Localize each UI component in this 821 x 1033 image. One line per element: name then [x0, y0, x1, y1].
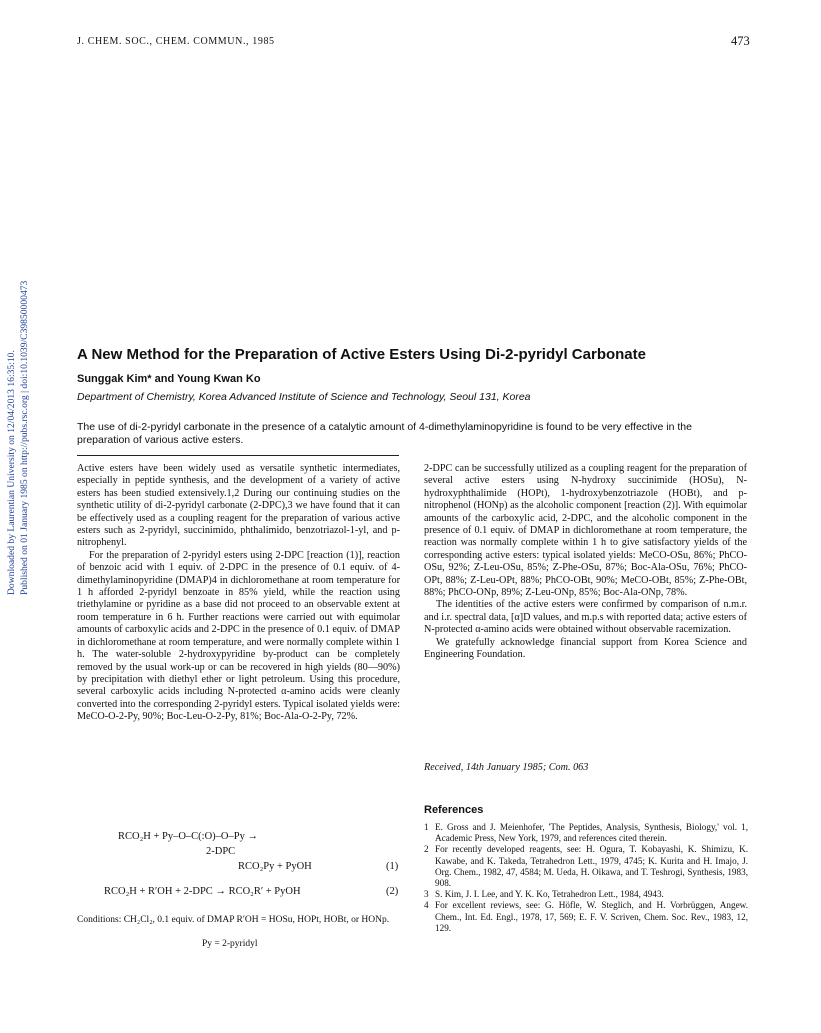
- reaction-2-number: (2): [386, 886, 399, 897]
- reaction-1-products: RCO₂Py + PyOH: [238, 861, 312, 872]
- references-list: [424, 822, 748, 934]
- body-column-left: [77, 463, 400, 724]
- reference-number: 4: [424, 900, 429, 911]
- body-paragraph: The identities of the active esters were confirmed by comparison of n.m.r. and i.r. spectral data, [α]D values, and m.p.s with reported data; active esters of N-protected α-amino acids were obtained without observable racemization.: [424, 599, 747, 636]
- received-date: Received, 14th January 1985; Com. 063: [424, 762, 589, 773]
- reference-number: 2: [424, 844, 429, 855]
- pyridyl-definition: Py = 2-pyridyl: [202, 939, 258, 949]
- reference-text: S. Kim, J. I. Lee, and Y. K. Ko, Tetrahedron Lett., 1984, 4943.: [435, 889, 664, 900]
- abstract-divider: [77, 455, 399, 456]
- article-title: A New Method for the Preparation of Active Esters Using Di-2-pyridyl Carbonate: [77, 346, 646, 363]
- body-paragraph: Active esters have been widely used as versatile synthetic intermediates, especially in peptide synthesis, and the development of a variety of active esters has been studied extensively.1,2 During our continuing studies on the synthetic utility of di-2-pyridyl carbonate (2-DPC),3 we have found that it can be effectively used as a coupling reagent for the preparation of various active esters such as 2-pyridyl, succinimido, phthalimido, benzotriazol-1-yl, and p-nitrophenyl.: [77, 463, 400, 549]
- affiliation: Department of Chemistry, Korea Advanced Institute of Science and Technology, Seoul 131, Korea: [77, 391, 531, 403]
- reference-text: E. Gross and J. Meienhofer, 'The Peptides, Analysis, Synthesis, Biology,' vol. 1, Academic Press, New York, 1979, and references cited therein.: [435, 822, 748, 844]
- download-watermark: [3, 255, 33, 595]
- abstract: The use of di-2-pyridyl carbonate in the presence of a catalytic amount of 4-dimethylaminopyridine is found to be very effective in the preparation of various active esters.: [77, 421, 692, 446]
- body-paragraph: 2-DPC can be successfully utilized as a coupling reagent for the preparation of several active esters using N-hydroxy succinimide (HOSu), N-hydroxyphthalimide (HOPt), 1-hydroxybenzotriazole (HOBt), and p-nitrophenol (HONp) as the alcoholic component [reaction (2)]. With equimolar amounts of the carboxylic acid, 2-DPC, and the alcoholic component in the presence of 0.1 equiv. of DMAP in dichloromethane at room temperature, the reaction was normally complete within 1 h to give satisfactory yields of the corresponding active esters: typical isolated yields: MeCO-OSu, 86%; PhCO-OSu, 92%; Z-Leu-OSu, 85%; Z-Phe-OSu, 87%; Boc-Ala-OSu, 76%; PhCO-OPt, 88%; Z-Leu-OPt, 88%; PhCO-OBt, 90%; MeCO-OBt, 85%; Z-Phe-OBt, 88%; PhCO-ONp, 89%; Z-Leu-ONp, 85%; Boc-Ala-ONp, 78%.: [424, 463, 747, 599]
- reference-number: 3: [424, 889, 429, 900]
- reference-item: [424, 822, 748, 844]
- reference-item: [424, 844, 748, 889]
- body-paragraph: For the preparation of 2-pyridyl esters using 2-DPC [reaction (1)], reaction of benzoic acid with 1 equiv. of 2-DPC in the presence of 0.1 equiv. of 4-dimethylaminopyridine (DMAP)4 in dichloromethane at room temperature for 1 h afforded 2-pyridyl benzoate in 85% yield, while the reaction using triethylamine or pyridine as a base did not proceed to an observable extent at room temperature in 6 h. Further reactions were carried out with equimolar amounts of carboxylic acids and 2-DPC in the presence of 0.1 equiv. of DMAP in dichloromethane at room temperature, and were normally complete within 1 h. The water-soluble 2-hydroxypyridine by-product can be completely removed by the usual work-up or can be recovered in high yields (80—90%) by precipitation with diethyl ether or light petroleum. Using this procedure, several carboxylic acids including N-protected α-amino acids were cleanly converted into the corresponding 2-pyridyl esters. Typical isolated yields were: MeCO-O-2-Py, 90%; Boc-Leu-O-2-Py, 81%; Boc-Ala-O-2-Py, 72%.: [77, 549, 400, 723]
- reference-item: [424, 900, 748, 934]
- reaction-1-reactants: RCO₂H + Py–O–C(:O)–O–Py →: [118, 831, 258, 842]
- reaction-1-number: (1): [386, 861, 399, 872]
- watermark-line-1: Downloaded by Laurentian University on 12/04/2013 16:35:10.: [6, 350, 17, 595]
- reference-text: For recently developed reagents, see: H. Ogura, T. Kobayashi, K. Shimizu, K. Kawabe, and K. Takeda, Tetrahedron Lett., 1979, 4745; K. Kurita and H. Imajo, J. Org. Chem., 1982, 47, 4584; M. Ueda, H. Oikawa, and T. Teshrogi, Synthesis, 1983, 908.: [435, 844, 748, 889]
- reference-item: [424, 889, 748, 900]
- reaction-1-reagent-label: 2-DPC: [206, 846, 236, 857]
- reaction-2: RCO₂H + R′OH + 2-DPC → RCO₂R′ + PyOH: [104, 886, 301, 897]
- watermark-line-2: Published on 01 January 1985 on http://pubs.rsc.org | doi:10.1039/C39850000473: [19, 280, 30, 595]
- reference-number: 1: [424, 822, 429, 832]
- body-column-right: [424, 463, 747, 662]
- authors: Sunggak Kim* and Young Kwan Ko: [77, 373, 261, 385]
- reference-text: For excellent reviews, see: G. Höfle, W. Steglich, and H. Vorbrüggen, Angew. Chem., Int. Ed. Engl., 1978, 17, 569; E. F. V. Scriven, Chem. Soc. Rev., 1983, 12, 129.: [435, 900, 748, 933]
- running-header: J. CHEM. SOC., CHEM. COMMUN., 1985: [77, 36, 275, 47]
- acknowledgement: We gratefully acknowledge financial support from Korea Science and Engineering Foundation.: [424, 636, 747, 661]
- reaction-conditions: Conditions: CH₂Cl₂, 0.1 equiv. of DMAP R′OH = HOSu, HOPt, HOBt, or HONp.: [77, 915, 390, 925]
- page-number: 473: [731, 34, 750, 48]
- references-heading: References: [424, 804, 484, 816]
